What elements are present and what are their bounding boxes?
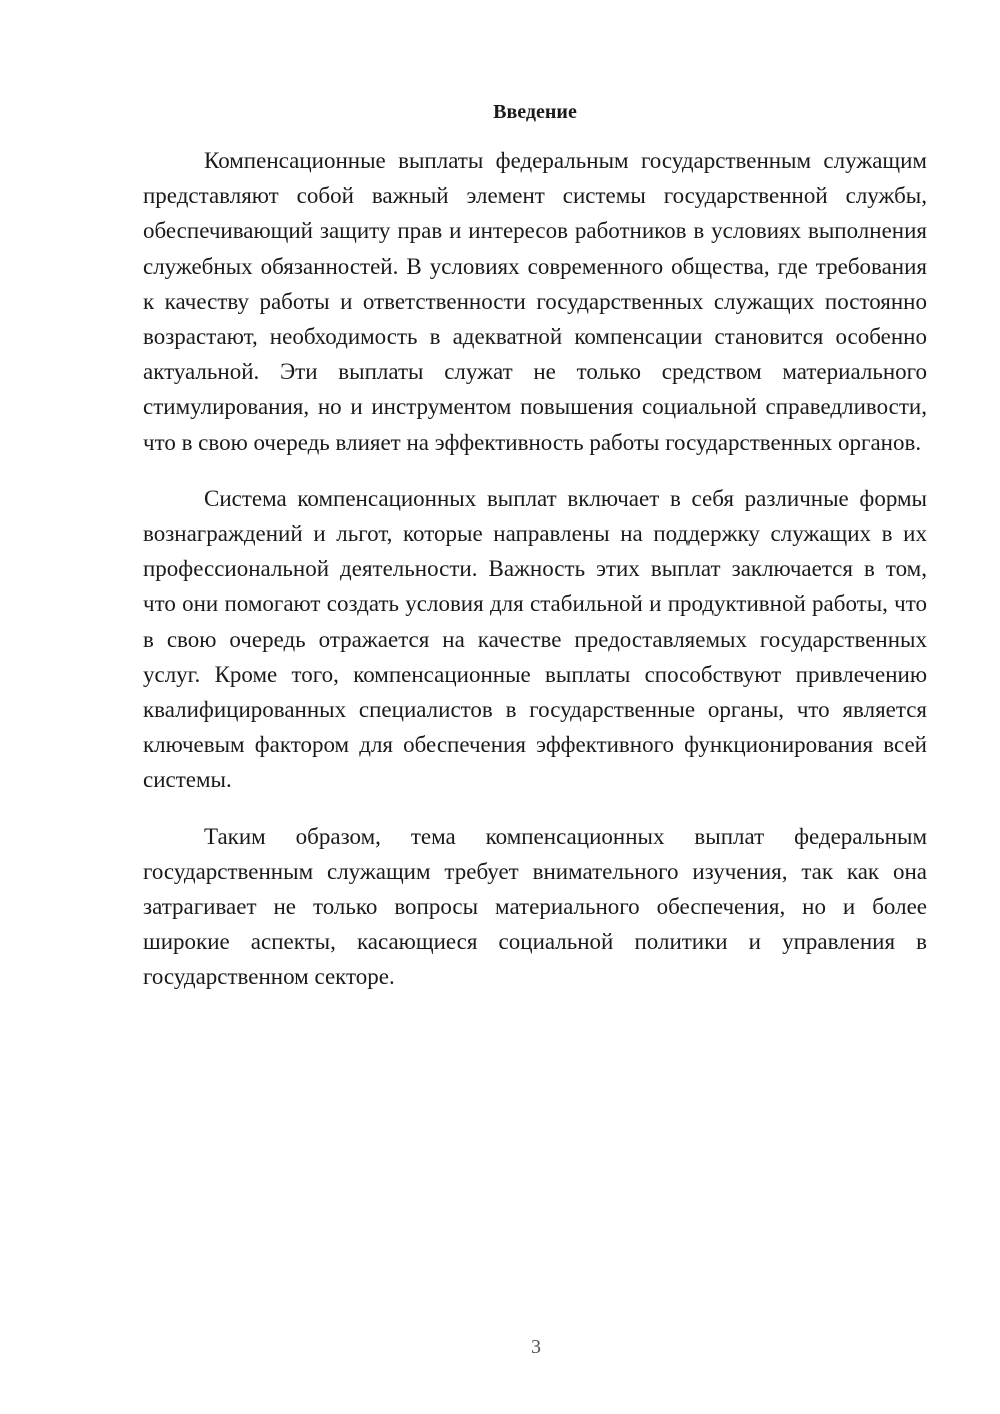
section-heading: Введение: [493, 101, 577, 123]
page-number: 3: [531, 1336, 541, 1358]
paragraph-1: Компенсационные выплаты федеральным государственным служащим представляют собой важный элемент системы государственной службы, обеспечивающий защиту прав и интересов работников в условиях выполнения служебных обязанностей. В условиях современного общества, где требования к качеству работы и ответственности государственных служащих постоянно возрастают, необходимость в адекватной компенсации становится особенно актуальной. Эти выплаты служат не только средством материального стимулирования, но и инструментом повышения социальной справедливости, что в свою очередь влияет на эффективность работы государственных органов.: [143, 148, 927, 455]
paragraph-2: Система компенсационных выплат включает в себя различные формы вознаграждений и льгот, которые направлены на поддержку служащих в их профессиональной деятельности. Важность этих выплат заключается в том, что они помогают создать условия для стабильной и продуктивной работы, что в свою очередь отражается на качестве предоставляемых государственных услуг. Кроме того, компенсационные выплаты способствуют привлечению квалифицированных специалистов в государственные органы, что является ключевым фактором для обеспечения эффективного функционирования всей системы.: [143, 485, 927, 793]
body-text: [143, 143, 927, 995]
paragraph-3: Таким образом, тема компенсационных выплат федеральным государственным служащим требует внимательного изучения, так как она затрагивает не только вопросы материального обеспечения, но и более широкие аспекты, касающиеся социальной политики и управления в государственном секторе.: [143, 823, 927, 990]
